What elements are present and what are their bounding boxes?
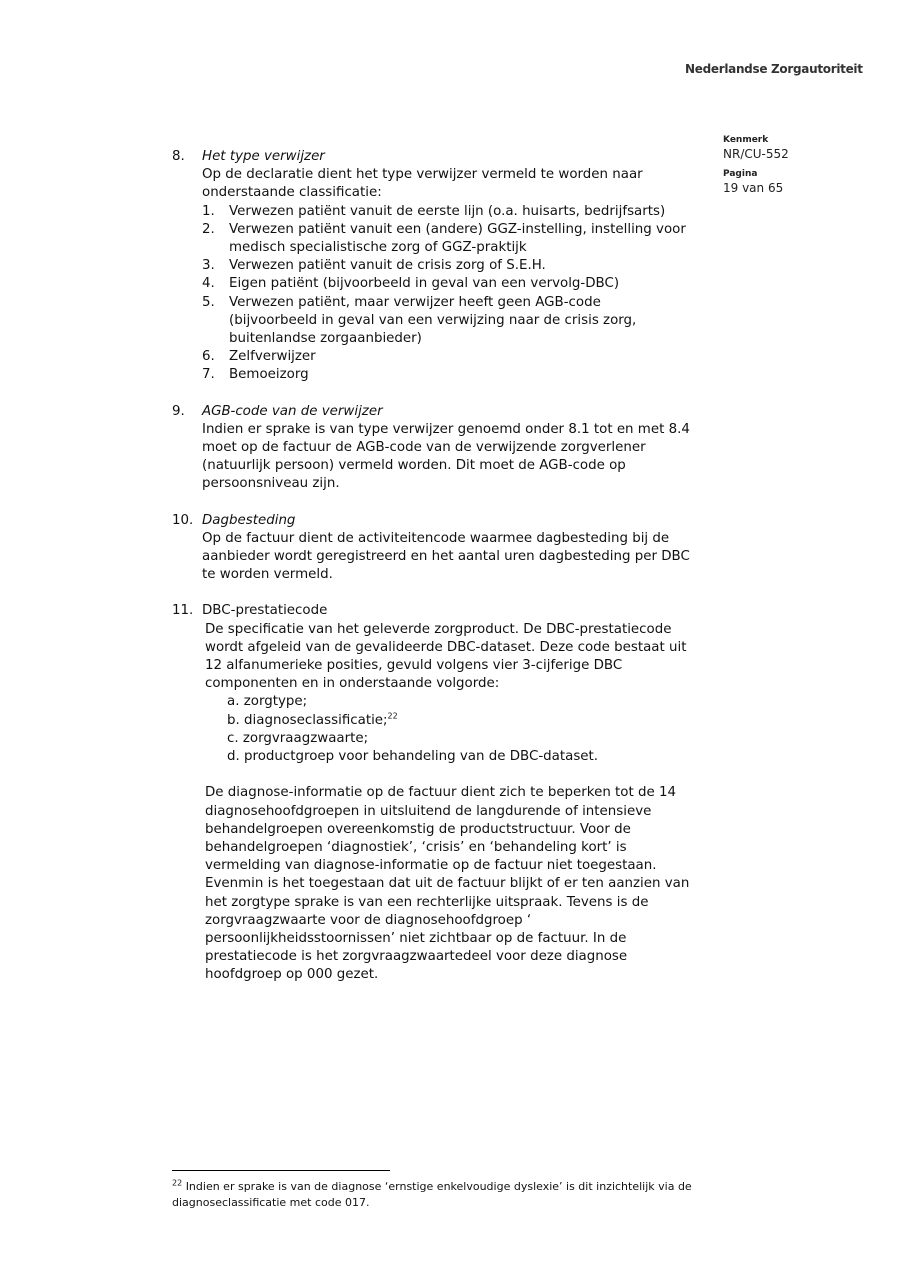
organization-name: Nederlandse Zorgautoriteit xyxy=(685,62,863,76)
section-title: Dagbesteding xyxy=(202,512,296,528)
list-item-letter: d. xyxy=(227,749,240,765)
list-item-number: 3. xyxy=(202,258,215,274)
list-item xyxy=(202,257,692,275)
section-number: 8. xyxy=(172,149,185,164)
list-item-letter: c. xyxy=(227,730,239,746)
list-item xyxy=(227,693,692,711)
list-item-number: 4. xyxy=(202,276,215,292)
section-intro: Op de declaratie dient het type verwijzer vermeld te worden naar onderstaande classificatie: xyxy=(202,167,643,201)
list-item-text: zorgtype; xyxy=(243,694,308,710)
list-item xyxy=(227,748,692,766)
list-item-text: Verwezen patiënt vanuit de crisis zorg of S.E.H. xyxy=(229,258,546,274)
kenmerk-label: Kenmerk xyxy=(723,135,769,145)
list-item-text: diagnoseclassificatie; xyxy=(244,712,388,728)
list-item-letter: b. xyxy=(227,712,240,728)
kenmerk-value: NR/CU-552 xyxy=(723,147,789,161)
list-item xyxy=(202,348,692,366)
list-item xyxy=(202,294,692,349)
list-item-text: Bemoeizorg xyxy=(229,367,309,383)
section-number: 11. xyxy=(172,603,194,619)
list-item-text: Verwezen patiënt vanuit een (andere) GGZ-instelling, instelling voor medisch specialistische zorg of GGZ-praktijk xyxy=(229,221,686,256)
dbc-component-list xyxy=(227,693,692,766)
section-paragraph: De diagnose-informatie op de factuur dient zich te beperken tot de 14 diagnosehoofdgroepen in uitsluitend de langdurende of intensieve behandelgroepen overeenkomstig de productstructuur. Voor de behandelgroepen ‘diagnostiek’, ‘crisis’ en ‘behandeling kort’ is vermelding van diagnose-informatie op de factuur niet toegestaan. Evenmin is het toegestaan dat uit de factuur blijkt of er ten aanzien van het zorgtype sprake is van een rechterlijke uitspraak. Tevens is de zorgvraagzwaarte voor de diagnosehoofdgroep ‘ persoonlijkheidsstoornissen’ niet zichtbaar op de factuur. In de prestatiecode is het zorgvraagzwaartedeel voor deze diagnose hoofdgroep op 000 gezet. xyxy=(205,785,690,983)
list-item xyxy=(202,203,692,221)
section-number: 10. xyxy=(172,512,194,528)
section-8 xyxy=(172,148,692,385)
section-text: Indien er sprake is van type verwijzer genoemd onder 8.1 tot en met 8.4 moet op de factuur de AGB-code van de verwijzende zorgverlener (natuurlijk persoon) vermeld worden. Dit moet de AGB-code op persoonsniveau zijn. xyxy=(202,421,690,492)
section-text: Op de factuur dient de activiteitencode waarmee dagbesteding bij de aanbieder wordt geregistreerd en het aantal uren dagbesteding per DBC te worden vermeld. xyxy=(202,530,690,583)
list-item-text: Zelfverwijzer xyxy=(229,349,316,365)
list-item-letter: a. xyxy=(227,694,240,710)
list-item xyxy=(202,366,692,384)
list-item-text: productgroep voor behandeling van de DBC-dataset. xyxy=(244,749,599,765)
footnote xyxy=(172,1179,692,1211)
list-item-number: 7. xyxy=(202,367,215,383)
document-body xyxy=(172,148,692,1003)
section-title: Het type verwijzer xyxy=(202,149,325,164)
footnote-number: 22 xyxy=(172,1178,183,1188)
list-item-number: 1. xyxy=(202,203,215,219)
footnote-separator xyxy=(172,1170,390,1171)
footnote-text: Indien er sprake is van de diagnose ‘ernstige enkelvoudige dyslexie’ is dit inzichtelijk via de diagnoseclassificatie met code 017. xyxy=(172,1180,692,1209)
pagina-label: Pagina xyxy=(723,169,758,179)
list-item xyxy=(227,730,692,748)
list-item-text: Verwezen patiënt, maar verwijzer heeft geen AGB-code (bijvoorbeeld in geval van een verwijzing naar de crisis zorg, buitenlandse zorgaanbieder) xyxy=(229,294,637,347)
document-meta xyxy=(723,133,789,201)
list-item xyxy=(202,275,692,293)
list-item-text: Verwezen patiënt vanuit de eerste lijn (o.a. huisarts, bedrijfsarts) xyxy=(229,203,666,219)
section-title: AGB-code van de verwijzer xyxy=(202,403,383,419)
footnote-ref[interactable]: 22 xyxy=(387,711,398,721)
list-item-number: 5. xyxy=(202,294,215,310)
list-item xyxy=(227,712,692,730)
section-10 xyxy=(172,512,692,585)
section-11 xyxy=(172,602,692,984)
list-item xyxy=(202,221,692,257)
section-text: De specificatie van het geleverde zorgproduct. De DBC-prestatiecode wordt afgeleid van de gevalideerde DBC-dataset. Deze code bestaat uit 12 alfanumerieke posities, gevuld volgens vier 3-cijferige DBC componenten en in onderstaande volgorde: xyxy=(205,621,687,692)
list-item-number: 2. xyxy=(202,221,215,237)
section-title: DBC-prestatiecode xyxy=(202,603,328,619)
list-item-text: Eigen patiënt (bijvoorbeeld in geval van een vervolg-DBC) xyxy=(229,276,620,292)
pagina-value: 19 van 65 xyxy=(723,181,784,195)
list-item-text: zorgvraagzwaarte; xyxy=(242,730,369,746)
section-number: 9. xyxy=(172,403,185,419)
referrer-type-list xyxy=(202,203,692,385)
section-9 xyxy=(172,403,692,494)
list-item-number: 6. xyxy=(202,349,215,365)
